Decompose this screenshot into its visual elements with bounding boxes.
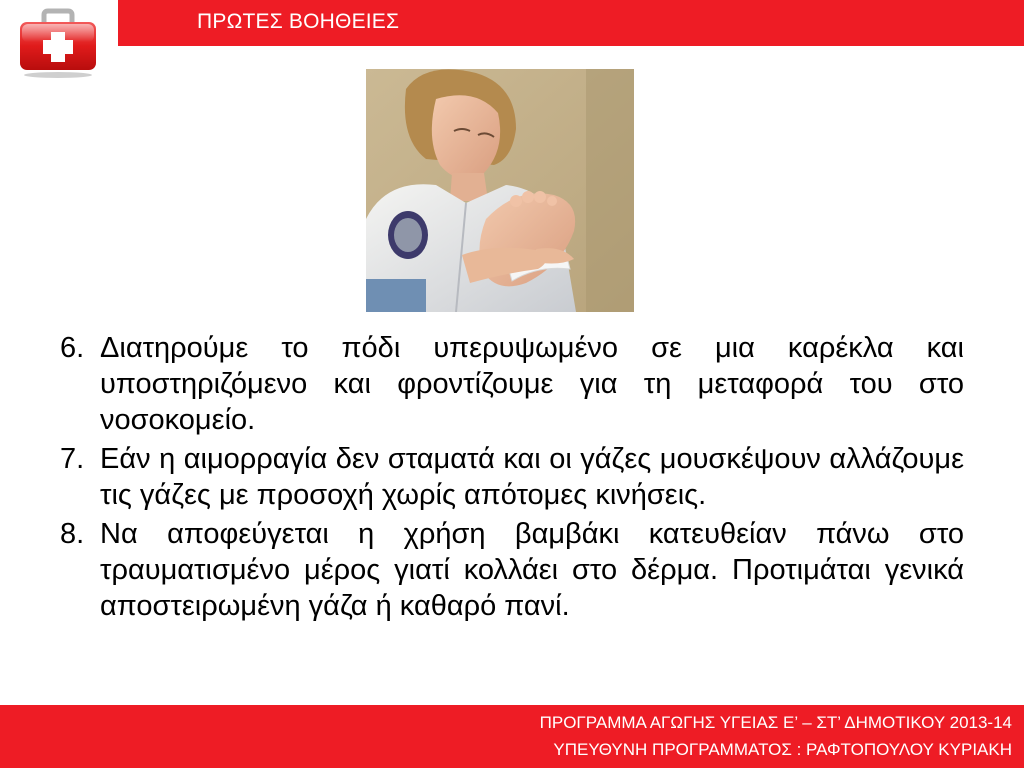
nurse-bandaging-foot-photo [366,69,634,312]
item-text: Διατηρούμε το πόδι υπερυψωμένο σε μια καρέκλα και υποστηριζόμενο και φροντίζουμε για τη μεταφορά του στο νοσοκομείο. [100,332,964,436]
list-item [60,516,964,624]
item-number: 8. [60,518,85,550]
slide-title: ΠΡΩΤΕΣ ΒΟΗΘΕΙΕΣ [197,10,400,33]
item-text: Εάν η αιμορραγία δεν σταματά και οι γάζες μουσκέψουν αλλάζουμε τις γάζες με προσοχή χωρίς απότομες κινήσεις. [100,443,964,511]
item-number: 6. [60,332,85,364]
footer-program-line: ΠΡΟΓΡΑΜΜΑ ΑΓΩΓΗΣ ΥΓΕΙΑΣ Ε’ – ΣΤ’ ΔΗΜΟΤΙΚΟΥ 2013-14 [539,713,1012,732]
footer-responsible-line: ΥΠΕΥΘΥΝΗ ΠΡΟΓΡΑΜΜΑΤΟΣ : ΡΑΦΤΟΠΟΥΛΟΥ ΚΥΡΙΑΚΗ [553,740,1012,759]
list-item [60,330,964,438]
item-number: 7. [60,443,85,475]
list-item [60,441,964,513]
instruction-list [60,330,964,627]
first-aid-kit-icon [16,8,100,80]
item-text: Να αποφεύγεται η χρήση βαμβάκι κατευθείαν πάνω στο τραυματισμένο μέρος γιατί κολλάει στο δέρμα. Προτιμάται γενικά αποστειρωμένη γάζα ή καθαρό πανί. [100,518,964,622]
footer-bar [0,705,1024,768]
